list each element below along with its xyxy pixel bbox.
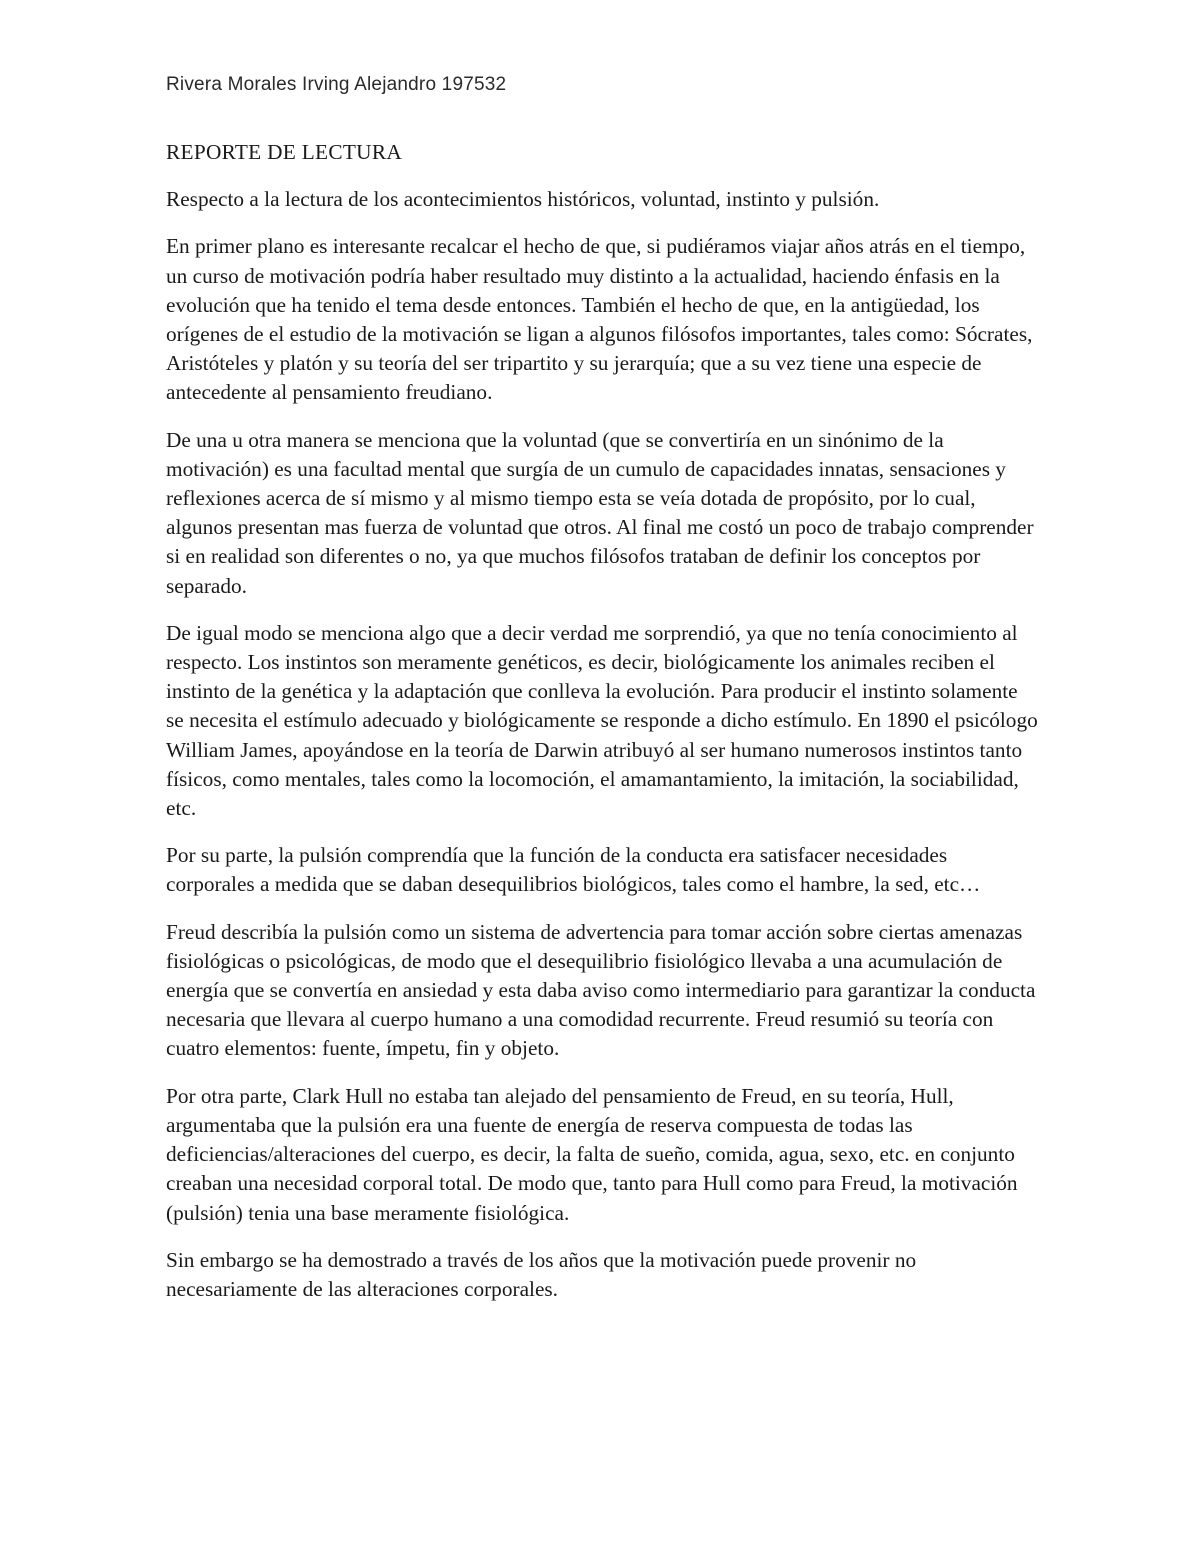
intro-paragraph: Respecto a la lectura de los acontecimientos históricos, voluntad, instinto y pulsión.: [166, 187, 880, 212]
author-line: Rivera Morales Irving Alejandro 197532: [166, 74, 507, 95]
body-paragraph: De una u otra manera se menciona que la voluntad (que se convertiría en un sinónimo de la motivación) es una facultad mental que surgía de un cumulo de capacidades innatas, sensaciones y reflexiones acerca de sí mismo y al mismo tiempo esta se veía dotada de propósito, por lo cual, algunos presentan mas fuerza de voluntad que otros. Al final me costó un poco de trabajo comprender si en realidad son diferentes o no, ya que muchos filósofos trataban de definir los conceptos por separado.: [166, 427, 1034, 598]
body-paragraph: En primer plano es interesante recalcar el hecho de que, si pudiéramos viajar años atrás en el tiempo, un curso de motivación podría haber resultado muy distinto a la actualidad, haciendo énfasis en la evolución que ha tenido el tema desde entonces. También el hecho de que, en la antigüedad, los orígenes de el estudio de la motivación se ligan a algunos filósofos importantes, tales como: Sócrates, Aristóteles y platón y su teoría del ser tripartito y su jerarquía; que a su vez tiene una especie de antecedente al pensamiento freudiano.: [166, 234, 1033, 405]
document-body: [166, 138, 1038, 1322]
body-paragraph: Por otra parte, Clark Hull no estaba tan alejado del pensamiento de Freud, en su teoría, Hull, argumentaba que la pulsión era una fuente de energía de reserva compuesta de todas las deficiencias/alteraciones del cuerpo, es decir, la falta de sueño, comida, agua, sexo, etc. en conjunto creaban una necesidad corporal total. De modo que, tanto para Hull como para Freud, la motivación (pulsión) tenia una base meramente fisiológica.: [166, 1083, 1018, 1225]
document-title: REPORTE DE LECTURA: [166, 140, 403, 164]
body-paragraph: De igual modo se menciona algo que a decir verdad me sorprendió, ya que no tenía conocimiento al respecto. Los instintos son meramente genéticos, es decir, biológicamente los animales reciben el instinto de la genética y la adaptación que conlleva la evolución. Para producir el instinto solamente se necesita el estímulo adecuado y biológicamente se responde a dicho estímulo. En 1890 el psicólogo William James, apoyándose en la teoría de Darwin atribuyó al ser humano numerosos instintos tanto físicos, como mentales, tales como la locomoción, el amamantamiento, la imitación, la sociabilidad, etc.: [166, 620, 1038, 821]
body-paragraph: Por su parte, la pulsión comprendía que la función de la conducta era satisfacer necesidades corporales a medida que se daban desequilibrios biológicos, tales como el hambre, la sed, etc…: [166, 843, 981, 897]
body-paragraph: Sin embargo se ha demostrado a través de los años que la motivación puede provenir no necesariamente de las alteraciones corporales.: [166, 1247, 917, 1301]
body-paragraph: Freud describía la pulsión como un sistema de advertencia para tomar acción sobre ciertas amenazas fisiológicas o psicológicas, de modo que el desequilibrio fisiológico llevaba a una acumulación de energía que se convertía en ansiedad y esta daba aviso como intermediario para garantizar la conducta necesaria que llevara al cuerpo humano a una comodidad recurrente. Freud resumió su teoría con cuatro elementos: fuente, ímpetu, fin y objeto.: [166, 919, 1036, 1061]
